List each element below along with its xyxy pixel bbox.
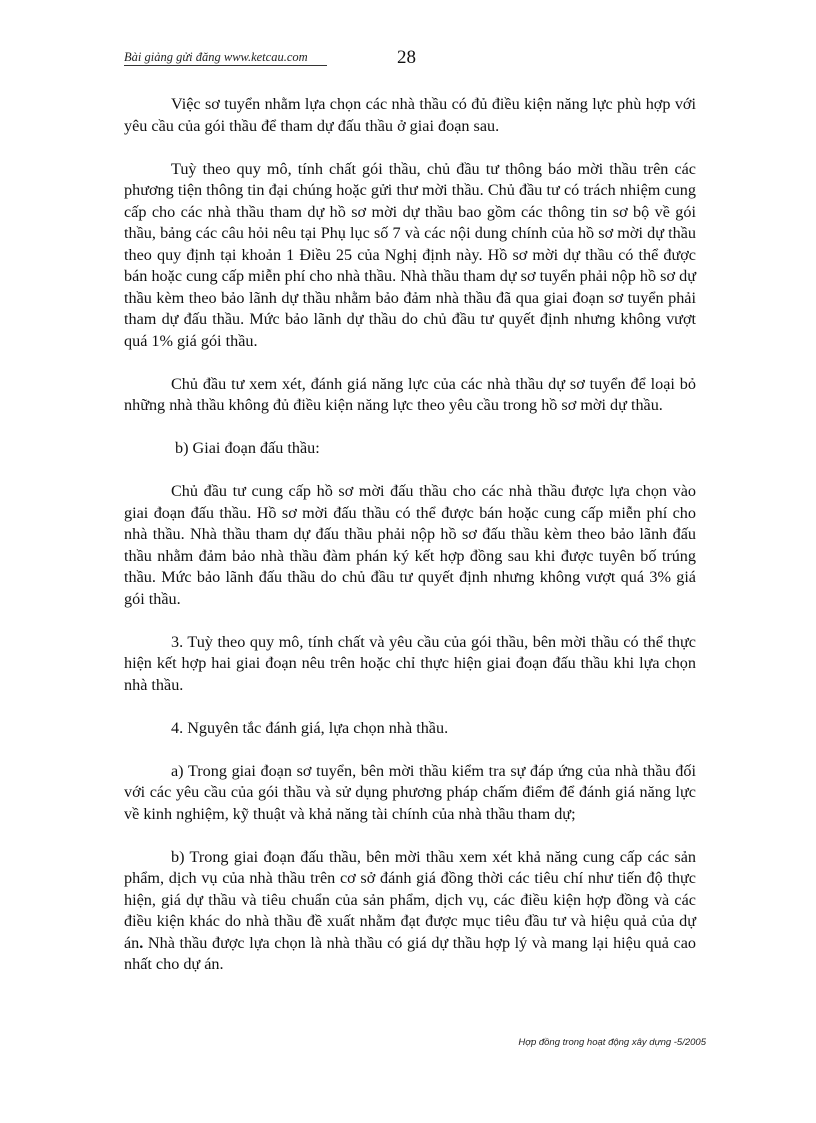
- paragraph-item-4b-part2: Nhà thầu được lựa chọn là nhà thầu có giá dự thầu hợp lý và mang lại hiệu quả cao nhất cho dự án.: [124, 933, 696, 973]
- paragraph-invitation: Tuỳ theo quy mô, tính chất gói thầu, chủ đầu tư thông báo mời thầu trên các phương tiện thông tin đại chúng hoặc gửi thư mời thầu. Chủ đầu tư có trách nhiệm cung cấp cho các nhà thầu tham dự hồ sơ mời dự thầu bao gồm các thông tin sơ bộ về gói thầu, bảng các câu hỏi nêu tại Phụ lục số 7 và các nội dung chính của hồ sơ mời dự thầu theo quy định tại khoản 1 Điều 25 của Nghị định này. Hồ sơ mời dự thầu có thể được bán hoặc cung cấp miễn phí cho nhà thầu. Nhà thầu tham dự sơ tuyển phải nộp hồ sơ dự thầu kèm theo bảo lãnh dự thầu nhằm bảo đảm nhà thầu đã qua giai đoạn sơ tuyển phải tham dự đấu thầu. Mức bảo lãnh dự thầu do chủ đầu tư quyết định nhưng không vượt quá 1% giá gói thầu.: [124, 159, 696, 350]
- page-number: 28: [397, 47, 416, 68]
- header-underline: [124, 65, 327, 66]
- paragraph-item-3: 3. Tuỳ theo quy mô, tính chất và yêu cầu của gói thầu, bên mời thầu có thể thực hiện kết hợp hai giai đoạn nêu trên hoặc chỉ thực hiện giai đoạn đấu thầu khi lựa chọn nhà thầu.: [124, 632, 696, 694]
- paragraph-item-4b: [124, 847, 696, 976]
- paragraph-item-4b-part1: b) Trong giai đoạn đấu thầu, bên mời thầu xem xét khả năng cung cấp các sản phẩm, dịch vụ của nhà thầu trên cơ sở đánh giá đồng thời các tiêu chí như tiến độ thực hiện, giá dự thầu và tiêu chuẩn của sản phẩm, dịch vụ, các điều kiện hợp đồng và các điều kiện khác do nhà thầu đề xuất nhằm đạt được mục tiêu đầu tư và hiệu quả của dự án: [124, 847, 696, 952]
- subheading-bidding-phase: b) Giai đoạn đấu thầu:: [175, 439, 320, 457]
- paragraph-preselection-purpose: Việc sơ tuyển nhằm lựa chọn các nhà thầu có đủ điều kiện năng lực phù hợp với yêu cầu của gói thầu để tham dự đấu thầu ở giai đoạn sau.: [124, 95, 696, 135]
- paragraph-item-4a: a) Trong giai đoạn sơ tuyển, bên mời thầu kiểm tra sự đáp ứng của nhà thầu đối với các yêu cầu của gói thầu và sử dụng phương pháp chấm điểm để đánh giá năng lực về kinh nghiệm, kỹ thuật và khả năng tài chính của nhà thầu tham dự;: [124, 761, 696, 823]
- footer-text: Hợp đồng trong hoạt động xây dựng -5/2005: [518, 1037, 706, 1048]
- paragraph-item-4b-bold-period: .: [139, 933, 144, 952]
- body-text: [124, 94, 696, 997]
- header-source-text: Bài giảng gửi đăng www.ketcau.com: [124, 50, 308, 64]
- paragraph-capability-review: Chủ đầu tư xem xét, đánh giá năng lực của các nhà thầu dự sơ tuyển để loại bỏ những nhà thầu không đủ điều kiện năng lực theo yêu cầu trong hồ sơ mời dự thầu.: [124, 374, 696, 414]
- paragraph-item-4: 4. Nguyên tắc đánh giá, lựa chọn nhà thầu.: [171, 718, 449, 737]
- paragraph-bidding-documents: Chủ đầu tư cung cấp hồ sơ mời đấu thầu cho các nhà thầu được lựa chọn vào giai đoạn đấu thầu. Hồ sơ mời đấu thầu có thể được bán hoặc cung cấp miễn phí cho nhà thầu. Nhà thầu tham dự đấu thầu phải nộp hồ sơ đấu thầu kèm theo bảo lãnh đấu thầu nhằm đảm bảo nhà thầu đàm phán ký kết hợp đồng sau khi được tuyên bố trúng thầu. Mức bảo lãnh đấu thầu do chủ đầu tư quyết định nhưng không vượt quá 3% giá gói thầu.: [124, 482, 696, 608]
